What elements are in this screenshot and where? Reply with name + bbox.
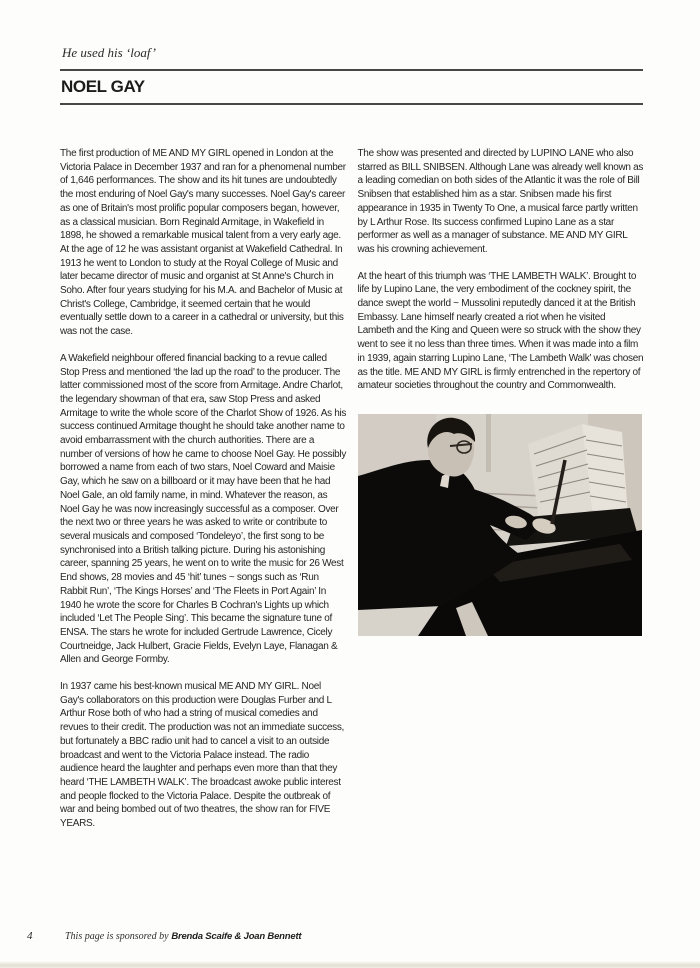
column-right — [358, 147, 645, 844]
header-rule-bottom — [60, 103, 643, 105]
noel-gay-photo-illustration — [358, 414, 642, 636]
page-number: 4 — [27, 930, 33, 942]
column-left — [60, 147, 347, 844]
sponsor-names: Brenda Scaife & Joan Bennett — [171, 931, 302, 942]
noel-gay-photo — [358, 414, 642, 636]
tagline: He used his ‘loaf’ — [62, 45, 156, 60]
paragraph: At the heart of this triumph was ‘THE LAMBETH WALK’. Brought to life by Lupino Lane, the very embodiment of the cockney spirit, the dance swept the world ~ Mussolini reputedly danced it at the British Embassy. Lane himself nearly created a riot when he visited Lambeth and the King and Queen were so struck with the show they went to see it no less than three times. When it was made into a film in 1939, again starring Lupino Lane, ‘The Lambeth Walk’ was chosen as the title. ME AND MY GIRL is firmly entrenched in the repertory of amateur societies throughout the country and Commonwealth. — [357, 270, 644, 392]
paragraph: A Wakefield neighbour offered financial backing to a revue called Stop Press and mentioned ‘the lad up the road’ to the producer. The latter commissioned most of the score from Armitage. Andre Charlot, the legendary showman of that era, saw Stop Press and asked Armitage to write the whole score of the Charlot Show of 1926. As his success continued Armitage thought he should take another name to avoid embarrassment with the church authorities. There are a number of versions of how he came to choose Noel Gay. He possibly borrowed a name from each of two stars, Noel Coward and Maisie Gay, which he saw on a billboard or it may have been that he had Noel Gale, an old family name, in mind. Whatever the reason, as Noel Gay he was now increasingly successful as a composer. Over the next two or three years he was asked to write or contribute to several musicals and composed ‘Tondeleyo’, the first song to be synchronised into a British talking picture. During his astonishing career, spanning 25 years, he went on to write the music for 26 West End shows, 28 movies and 45 ‘hit’ tunes ~ songs such as ‘Run Rabbit Run’, ‘The Kings Horses’ and ‘The Fleets in Port Again’ In 1940 he wrote the score for Charles B Cochran's Lights up which included ‘Let The People Sing’. This became the signature tune of ENSA. The stars he wrote for included Gertrude Lawrence, Cicely Courtneidge, Jack Hulbert, Gracie Fields, Evelyn Laye, Flanagan & Allen and George Formby. — [60, 352, 347, 666]
page-footer — [0, 930, 700, 946]
sponsor-line — [65, 931, 301, 942]
two-column-body — [60, 147, 644, 844]
paragraph: The first production of ME AND MY GIRL opened in London at the Victoria Palace in December 1937 and ran for a phenomenal number of 1,646 performances. The show and its hit tunes are undoubtedly the most enduring of Noel Gay's many successes. Noel Gay's career as one of Britain's most prolific popular composers began, however, as a classical musician. Born Reginald Armitage, in Wakefield in 1898, he showed a remarkable musical talent from a very early age. At the age of 12 he was assistant organist at Wakefield Cathedral. In 1913 he went to London to study at the Royal College of Music and later became director of music and organist at St Anne's Church in Soho. After four years studying for his M.A. and Bachelor of Music at Christ's College, Cambridge, it seemed certain that he would eventually settle down to a career in a cathedral or university, but this was not the case. — [60, 148, 346, 338]
paragraph: The show was presented and directed by LUPINO LANE who also starred as BILL SNIBSEN. Although Lane was already well known as a leading comedian on both sides of the Atlantic it was the role of Bill Snibsen that established him as a star. Snibsen made his first appearance in 1935 in Twenty To One, a musical farce partly written by L Arthur Rose. Its success confirmed Lupino Lane as a star performer as well as a manager of substance. ME AND MY GIRL was his crowning achievement. — [357, 148, 644, 255]
scan-edge-shadow — [0, 961, 700, 968]
page-title: NOEL GAY — [61, 77, 145, 96]
paragraph: In 1937 came his best-known musical ME AND MY GIRL. Noel Gay's collaborators on this production were Douglas Furber and L Arthur Rose both of who had a string of musical comedies and revues to their credit. The production was not an immediate success, but fortunately a BBC radio unit had to cancel a visit to an outside broadcast and went to the Victoria Palace instead. The radio audience heard the laughter and perhaps even more than that they heard ‘THE LAMBETH WALK’. The broadcast awoke public interest and people flocked to the Victoria Palace. Despite the outbreak of war and being bombed out of two theatres, the show ran for FIVE YEARS. — [60, 681, 345, 830]
page-header — [60, 0, 643, 105]
sponsor-prefix: This page is sponsored by — [65, 931, 169, 942]
header-rule-top — [60, 69, 643, 71]
